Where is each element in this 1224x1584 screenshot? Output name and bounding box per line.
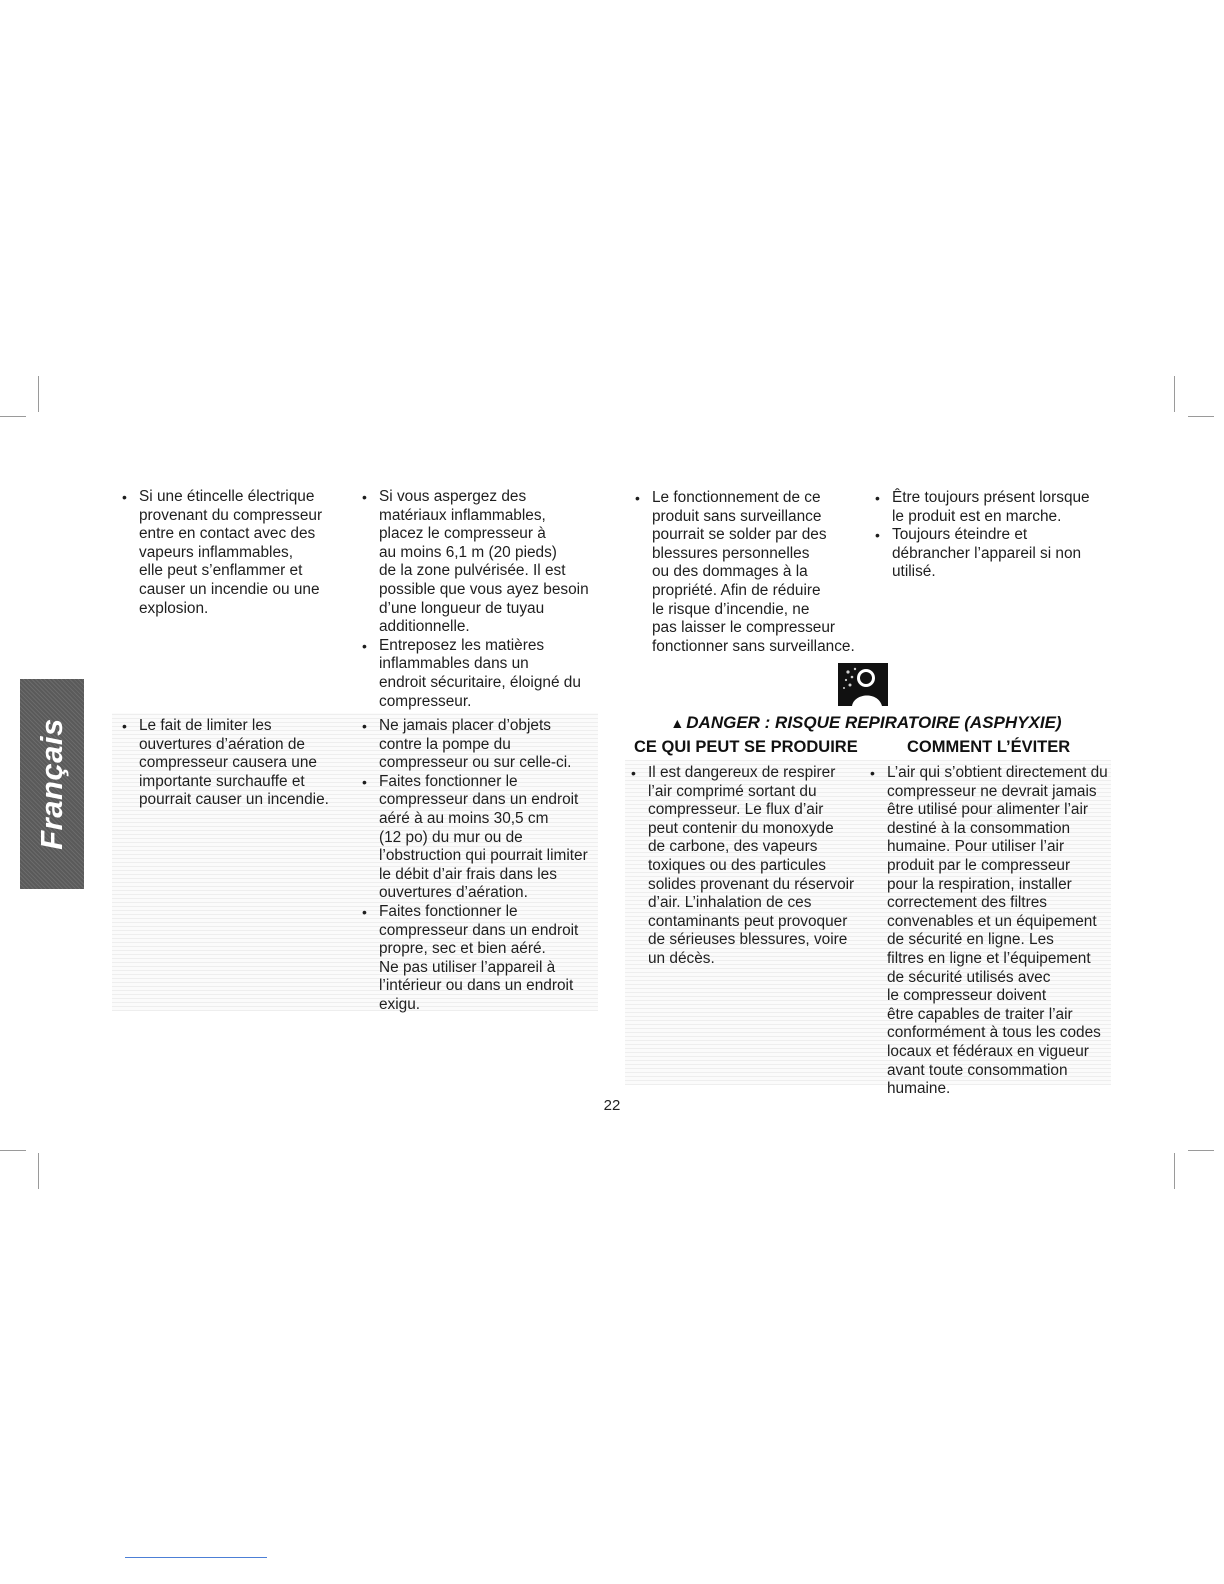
danger-heading (620, 713, 1112, 733)
crop-mark (1174, 1153, 1175, 1189)
crop-mark (1174, 376, 1175, 412)
list-item: • Ne jamais placer d’objets contre la pompe du compresseur ou sur celle-ci. (362, 717, 602, 773)
bottom-rule (125, 1557, 267, 1558)
crop-mark (38, 376, 39, 412)
list-item: • Si vous aspergez des matériaux inflammables, placez le compresseur à au moins 6,1 m (20 pieds) de la zone pulvérisée. Il est possible que vous ayez besoin d’une longueur de tuyau additionnelle. (362, 488, 602, 637)
left-col2-top (362, 488, 602, 711)
list-item: • Faites fonctionner le compresseur dans un endroit aéré à au moins 30,5 cm (12 po) du mur ou de l’obstruction qui pourrait limiter le débit d’air frais dans les ouvertures d’aération. (362, 773, 602, 903)
heading-how-to-prevent: COMMENT L’ÉVITER (907, 738, 1071, 756)
left-col2-bottom (362, 717, 602, 1015)
list-item: • Il est dangereux de respirer l’air comprimé sortant du compresseur. Le flux d’air peut contenir du monoxyde de carbone, des vapeurs toxiques ou des particules solides provenant du réservoir d’air. L’inhalation de ces contaminants peut provoquer de sérieuses blessures, voire un décès. (631, 764, 871, 969)
right-col2-bottom (870, 764, 1115, 1099)
list-item: • Être toujours présent lorsque le produit est en marche. (875, 489, 1115, 526)
crop-mark (0, 1150, 26, 1151)
right-col1-bottom (631, 764, 871, 969)
right-col1-top (635, 489, 875, 656)
respiratory-hazard-icon (838, 663, 888, 706)
crop-mark (0, 416, 26, 417)
list-item: • Le fonctionnement de ce produit sans surveillance pourrait se solder par des blessures personnelles ou des dommages à la propriété. Afin de réduire le risque d’incendie, ne pas laisser le compresseur fonctionner sans surveillance. (635, 489, 875, 656)
list-item: • Le fait de limiter les ouvertures d’aération de compresseur causera une importante surchauffe et pourrait causer un incendie. (122, 717, 347, 810)
crop-mark (38, 1153, 39, 1189)
language-tab-label: Français (34, 718, 69, 850)
crop-mark (1188, 1150, 1214, 1151)
left-col1-bottom (122, 717, 347, 810)
list-item: • L’air qui s’obtient directement du compresseur ne devrait jamais être utilisé pour alimenter l’air destiné à la consommation humaine. Pour utiliser l’air produit par le compresseur pour la respiration, installer correctement des filtres convenables et un équipement de sécurité en ligne. Les filtres en ligne et l’équipement de sécurité utilisés avec le compresseur doivent être capables de traiter l’air conformément à tous les codes locaux et fédéraux en vigueur avant toute consommation humaine. (870, 764, 1115, 1099)
heading-what-can-happen: CE QUI PEUT SE PRODUIRE (634, 738, 858, 756)
left-col1-top (122, 488, 347, 618)
language-tab (20, 679, 84, 889)
crop-mark (1188, 416, 1214, 417)
list-item: • Entreposez les matières inflammables dans un endroit sécuritaire, éloigné du compresseur. (362, 637, 602, 711)
list-item: • Faites fonctionner le compresseur dans un endroit propre, sec et bien aéré. Ne pas utiliser l’appareil à l’intérieur ou dans un endroit exigu. (362, 903, 602, 1015)
warning-triangle-icon: ▲ (670, 715, 685, 731)
danger-heading-text: DANGER : RISQUE REPIRATOIRE (ASPHYXIE) (686, 713, 1062, 732)
list-item: • Toujours éteindre et débrancher l’appareil si non utilisé. (875, 526, 1115, 582)
page-number: 22 (603, 1097, 621, 1114)
list-item: • Si une étincelle électrique provenant du compresseur entre en contact avec des vapeurs inflammables, elle peut s’enflammer et causer un incendie ou une explosion. (122, 488, 347, 618)
right-col2-top (875, 489, 1115, 582)
